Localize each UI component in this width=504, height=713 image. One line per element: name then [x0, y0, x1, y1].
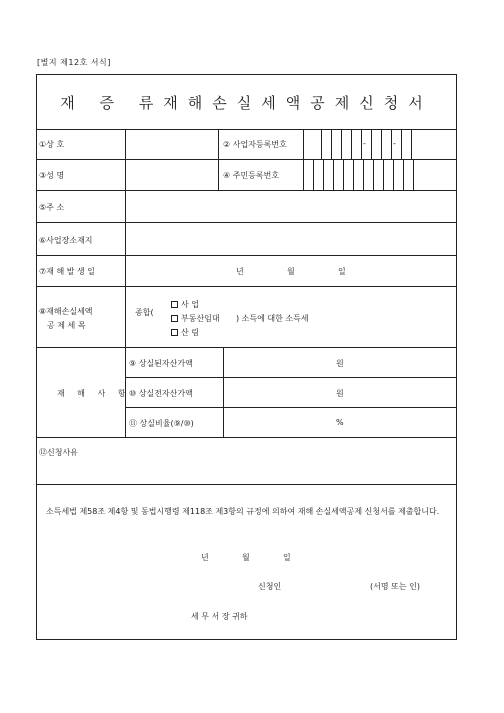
- resident-reg-no-label: ④ 주민등록번호: [223, 171, 280, 180]
- form-number-label: [별지 제12호 서식]: [37, 58, 111, 67]
- statement-month: 월: [242, 553, 250, 562]
- application-reason-label: ⑫신청사유: [39, 448, 78, 457]
- name-label: ③성 명: [39, 171, 65, 180]
- deduction-tax-label-2: 공 제 세 목: [47, 321, 86, 330]
- income-prefix: 종합(: [135, 308, 154, 317]
- statement-day: 일: [283, 553, 291, 562]
- option-real-estate[interactable]: 부동산임대: [171, 313, 220, 324]
- disaster-date-year: 년: [236, 267, 244, 276]
- applicant-label: 신청인: [258, 582, 282, 591]
- asset-lost-label: ⑨ 상실된자산가액: [129, 359, 193, 368]
- reg-no-hyphen-2: -: [393, 139, 396, 148]
- application-form: [36, 74, 457, 640]
- asset-before-unit: 원: [336, 389, 344, 398]
- disaster-date-month: 월: [287, 267, 295, 276]
- loss-ratio-unit: %: [336, 418, 344, 427]
- option-forestry[interactable]: 산 림: [171, 327, 199, 338]
- checkbox-icon: [171, 329, 178, 336]
- reg-no-hyphen-1: -: [363, 139, 366, 148]
- business-location-label: ⑥사업장소재지: [39, 236, 93, 245]
- asset-lost-unit: 원: [336, 359, 344, 368]
- form-title: 재 증 류재해손실세액공제신청서: [37, 75, 456, 130]
- address-label: ⑤주 소: [39, 203, 65, 212]
- deduction-tax-label-1: ⑧재해손실세액: [39, 307, 93, 316]
- asset-before-label: ⑩ 상실전자산가액: [129, 389, 193, 398]
- disaster-date-label: ⑦재 해 발 생 일: [39, 267, 95, 276]
- income-suffix: ) 소득에 대한 소득세: [236, 314, 309, 323]
- disaster-date-day: 일: [338, 267, 346, 276]
- statement-body: 소득세법 제58조 제4항 및 동법시행령 제118조 제3항의 규정에 의하여 재해 손실세액공제 신청서를 제출합니다.: [46, 507, 440, 516]
- checkbox-icon: [171, 301, 178, 308]
- statement-year: 년: [201, 553, 209, 562]
- disaster-items-label: 재 해 사 항: [57, 389, 131, 398]
- option-business[interactable]: 사 업: [171, 299, 199, 310]
- business-reg-no-label: ② 사업자등록번호: [223, 140, 287, 149]
- addressee-label: 세 무 서 장 귀하: [191, 612, 248, 621]
- trade-name-label: ①상 호: [39, 140, 65, 149]
- checkbox-icon: [171, 315, 178, 322]
- signature-label: (서명 또는 인): [370, 582, 420, 591]
- loss-ratio-label: ⑪ 상실비율(⑨/⑩): [129, 419, 194, 428]
